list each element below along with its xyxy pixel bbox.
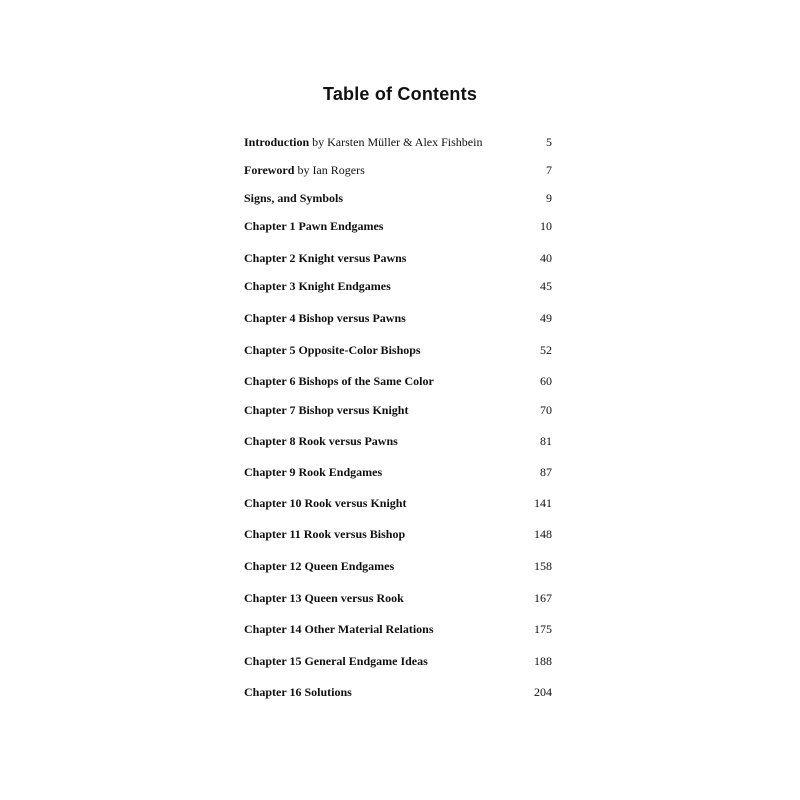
toc-entry-label: [244, 557, 394, 575]
toc-entry-title: Chapter 9 Rook Endgames: [244, 465, 383, 479]
toc-entry-label: [244, 133, 482, 151]
toc-entry-page: 49: [540, 311, 552, 325]
toc-entry-introduction: [244, 133, 552, 151]
toc-entry-title: Chapter 2 Knight versus Pawns: [244, 251, 407, 265]
toc-entry-byline: by Ian Rogers: [294, 163, 365, 177]
toc-entry-chapter-10: [244, 494, 552, 512]
toc-entry-title: Chapter 10 Rook versus Knight: [244, 496, 407, 510]
toc-entry-label: [244, 463, 382, 481]
toc-entry-chapter-1: [244, 217, 552, 235]
toc-entry-chapter-16: [244, 683, 552, 701]
toc-entry-label: [244, 525, 405, 543]
toc-entry-label: [244, 249, 406, 267]
toc-entry-chapter-11: [244, 525, 552, 543]
toc-entry-page: 148: [534, 527, 552, 541]
toc-entry-signs-symbols: [244, 189, 552, 207]
toc-list: [244, 0, 552, 800]
toc-entry-label: [244, 432, 398, 450]
toc-entry-title: Chapter 16 Solutions: [244, 685, 352, 699]
toc-entry-chapter-8: [244, 432, 552, 450]
toc-entry-chapter-15: [244, 652, 552, 670]
toc-entry-page: 158: [534, 559, 552, 573]
toc-entry-chapter-9: [244, 463, 552, 481]
toc-entry-page: 188: [534, 654, 552, 668]
toc-entry-title: Chapter 14 Other Material Relations: [244, 622, 434, 636]
toc-entry-chapter-4: [244, 309, 552, 327]
toc-entry-label: [244, 189, 343, 207]
toc-entry-chapter-13: [244, 589, 552, 607]
toc-entry-page: 167: [534, 591, 552, 605]
toc-entry-page: 7: [546, 163, 552, 177]
toc-entry-title: Chapter 12 Queen Endgames: [244, 559, 395, 573]
toc-entry-page: 204: [534, 685, 552, 699]
toc-entry-label: [244, 309, 406, 327]
toc-entry-chapter-5: [244, 341, 552, 359]
toc-entry-chapter-6: [244, 372, 552, 390]
page-title: Table of Contents: [322, 84, 478, 104]
toc-entry-chapter-7: [244, 401, 552, 419]
toc-entry-title: Chapter 8 Rook versus Pawns: [244, 434, 398, 448]
toc-entry-label: [244, 341, 421, 359]
toc-entry-page: 10: [540, 219, 552, 233]
toc-entry-page: 40: [540, 251, 552, 265]
toc-entry-label: [244, 652, 428, 670]
toc-entry-chapter-2: [244, 249, 552, 267]
toc-entry-byline: by Karsten Müller & Alex Fishbein: [309, 135, 483, 149]
toc-entry-label: [244, 494, 406, 512]
toc-entry-title: Chapter 3 Knight Endgames: [244, 279, 391, 293]
toc-entry-foreword: [244, 161, 552, 179]
toc-entry-page: 81: [540, 434, 552, 448]
toc-entry-page: 5: [546, 135, 552, 149]
toc-entry-label: [244, 401, 408, 419]
toc-entry-label: [244, 372, 434, 390]
toc-entry-page: 70: [540, 403, 552, 417]
toc-entry-title: Chapter 5 Opposite-Color Bishops: [244, 343, 421, 357]
toc-entry-title: Introduction: [244, 135, 310, 149]
toc-entry-label: [244, 277, 391, 295]
toc-entry-label: [244, 589, 404, 607]
toc-entry-page: 52: [540, 343, 552, 357]
toc-entry-title: Chapter 15 General Endgame Ideas: [244, 654, 428, 668]
toc-entry-title: Chapter 7 Bishop versus Knight: [244, 403, 409, 417]
toc-entry-label: [244, 161, 365, 179]
toc-entry-title: Chapter 13 Queen versus Rook: [244, 591, 404, 605]
toc-entry-title: Chapter 4 Bishop versus Pawns: [244, 311, 406, 325]
toc-entry-chapter-14: [244, 620, 552, 638]
toc-entry-title: Chapter 1 Pawn Endgames: [244, 219, 384, 233]
toc-entry-chapter-3: [244, 277, 552, 295]
toc-entry-label: [244, 683, 352, 701]
toc-entry-page: 60: [540, 374, 552, 388]
toc-entry-label: [244, 217, 383, 235]
toc-entry-chapter-12: [244, 557, 552, 575]
toc-entry-page: 45: [540, 279, 552, 293]
toc-entry-page: 87: [540, 465, 552, 479]
toc-entry-page: 141: [534, 496, 552, 510]
toc-entry-title: Chapter 11 Rook versus Bishop: [244, 527, 406, 541]
toc-entry-label: [244, 620, 434, 638]
toc-entry-page: 175: [534, 622, 552, 636]
toc-entry-title: Signs, and Symbols: [244, 191, 344, 205]
toc-entry-title: Foreword: [244, 163, 295, 177]
toc-entry-title: Chapter 6 Bishops of the Same Color: [244, 374, 434, 388]
toc-entry-page: 9: [546, 191, 552, 205]
